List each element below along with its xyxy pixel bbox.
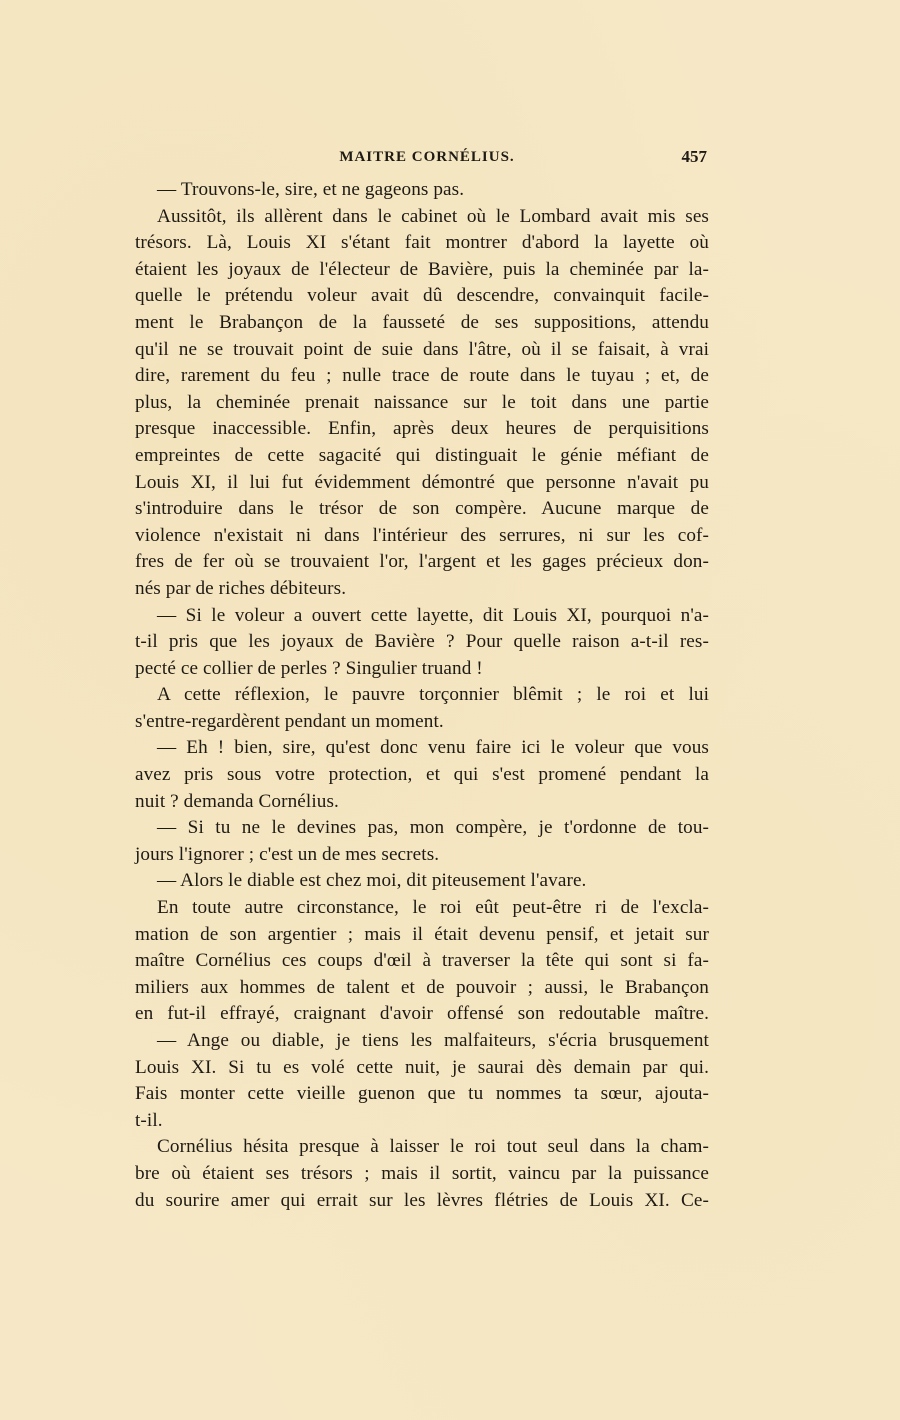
text-line: A cette réflexion, le pauvre torçonnier blêmit ; le roi et lui (157, 684, 709, 706)
text-line: empreintes de cette sagacité qui distinguait le génie méfiant de (135, 444, 709, 466)
text-line: nuit ? demanda Cornélius. (135, 790, 339, 812)
text-line: s'entre-regardèrent pendant un moment. (135, 710, 444, 732)
text-line: — Alors le diable est chez moi, dit piteusement l'avare. (157, 870, 587, 892)
running-title: MAITRE CORNÉLIUS. (339, 149, 515, 165)
text-line: en fut-il effrayé, craignant d'avoir offensé son redoutable maître. (135, 1003, 709, 1025)
book-page (135, 145, 709, 1214)
text-line: étaient les joyaux de l'électeur de Bavière, puis la cheminée par la- (135, 258, 709, 280)
text-line: du sourire amer qui errait sur les lèvres flétries de Louis XI. Ce- (135, 1189, 709, 1211)
text-line: — Si le voleur a ouvert cette layette, dit Louis XI, pourquoi n'a- (157, 604, 709, 626)
text-line: t-il pris que les joyaux de Bavière ? Pour quelle raison a-t-il res- (135, 631, 709, 653)
text-line: — Ange ou diable, je tiens les malfaiteurs, s'écria brusquement (157, 1030, 709, 1051)
text-line: trésors. Là, Louis XI s'étant fait montrer d'abord la layette où (135, 232, 709, 254)
text-line: quelle le prétendu voleur avait dû descendre, convainquit facile- (135, 285, 709, 307)
text-line: Louis XI. Si tu es volé cette nuit, je saurai dès demain par qui. (135, 1056, 709, 1078)
text-line: — Si tu ne le devines pas, mon compère, je t'ordonne de tou- (157, 817, 709, 839)
running-head (135, 145, 709, 171)
text-line: avez pris sous votre protection, et qui s'est promené pendant la (135, 764, 709, 786)
text-line: dire, rarement du feu ; nulle trace de route dans le tuyau ; et, de (135, 365, 709, 387)
text-line: Cornélius hésita presque à laisser le roi tout seul dans la cham- (157, 1136, 709, 1158)
text-line: qu'il ne se trouvait point de suie dans l'âtre, où il se faisait, à vrai (135, 338, 709, 360)
body-text (135, 177, 709, 1214)
page-number: 457 (681, 147, 707, 166)
text-line: ment le Brabançon de la fausseté de ses suppositions, attendu (135, 311, 709, 333)
text-line: fres de fer où se trouvaient l'or, l'argent et les gages précieux don- (135, 551, 709, 573)
text-line: jours l'ignorer ; c'est un de mes secrets. (135, 843, 440, 865)
text-line: maître Cornélius ces coups d'œil à traverser la tête qui sont si fa- (135, 950, 709, 972)
text-line: s'introduire dans le trésor de son compère. Aucune marque de (135, 498, 709, 520)
text-line: Fais monter cette vieille guenon que tu nommes ta sœur, ajouta- (135, 1083, 709, 1105)
text-line: Louis XI, il lui fut évidemment démontré que personne n'avait pu (135, 471, 709, 493)
text-line: violence n'existait ni dans l'intérieur des serrures, ni sur les cof- (135, 524, 709, 546)
text-line: pecté ce collier de perles ? Singulier truand ! (135, 657, 483, 679)
text-line: bre où étaient ses trésors ; mais il sortit, vaincu par la puissance (135, 1162, 709, 1184)
text-line: — Eh ! bien, sire, qu'est donc venu faire ici le voleur que vous (157, 737, 709, 759)
text-line: En toute autre circonstance, le roi eût peut-être ri de l'excla- (157, 897, 709, 919)
text-line: nés par de riches débiteurs. (135, 577, 347, 599)
text-line: — Trouvons-le, sire, et ne gageons pas. (157, 179, 465, 200)
text-line: mation de son argentier ; mais il était devenu pensif, et jetait sur (135, 923, 709, 945)
text-line: Aussitôt, ils allèrent dans le cabinet où le Lombard avait mis ses (157, 205, 709, 227)
text-line: t-il. (135, 1109, 163, 1131)
text-line: miliers aux hommes de talent et de pouvoir ; aussi, le Brabançon (135, 976, 709, 998)
text-line: presque inaccessible. Enfin, après deux heures de perquisitions (135, 418, 709, 440)
text-line: plus, la cheminée prenait naissance sur le toit dans une partie (135, 391, 709, 413)
